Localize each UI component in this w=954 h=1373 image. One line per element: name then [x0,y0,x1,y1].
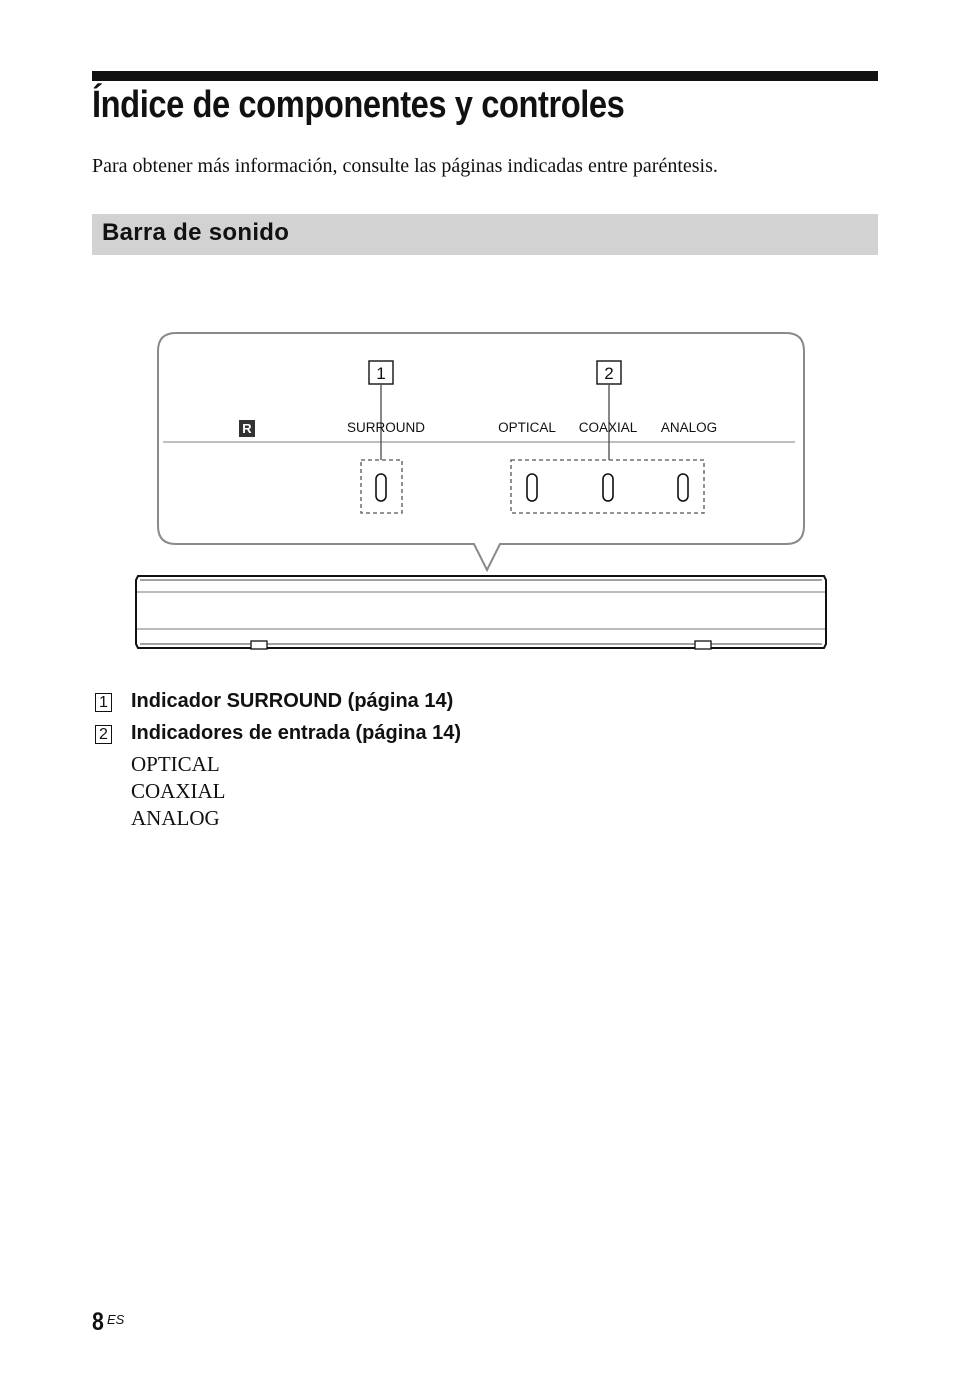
label-coaxial: COAXIAL [578,420,638,435]
soundbar-body [136,576,826,648]
label-surround: SURROUND [346,420,426,435]
legend-label: Indicador SURROUND (página 14) [131,690,454,712]
callout-number-1: 1 [376,364,386,383]
callout-bubble [158,333,804,570]
legend-number-box: 2 [95,725,112,744]
intro-text: Para obtener más información, consulte las páginas indicadas entre paréntesis. [92,155,718,177]
page-title: Índice de componentes y controles [92,84,625,126]
legend-label: Indicadores de entrada (página 14) [131,722,462,744]
label-optical: OPTICAL [498,420,556,435]
soundbar-foot-left [251,641,267,649]
page-number: 8 [92,1308,104,1336]
section-title: Barra de sonido [102,219,290,246]
label-analog: ANALOG [660,420,718,435]
page-language-suffix: ES [107,1312,125,1327]
legend-sub-item-optical: OPTICAL [131,752,220,776]
legend-sub-item-coaxial: COAXIAL [131,779,226,803]
remote-sensor-glyph: R [242,421,252,436]
callout-number-2: 2 [604,364,614,383]
legend-sub-item-analog: ANALOG [131,806,220,830]
soundbar-foot-right [695,641,711,649]
legend-number-box: 1 [95,693,112,712]
